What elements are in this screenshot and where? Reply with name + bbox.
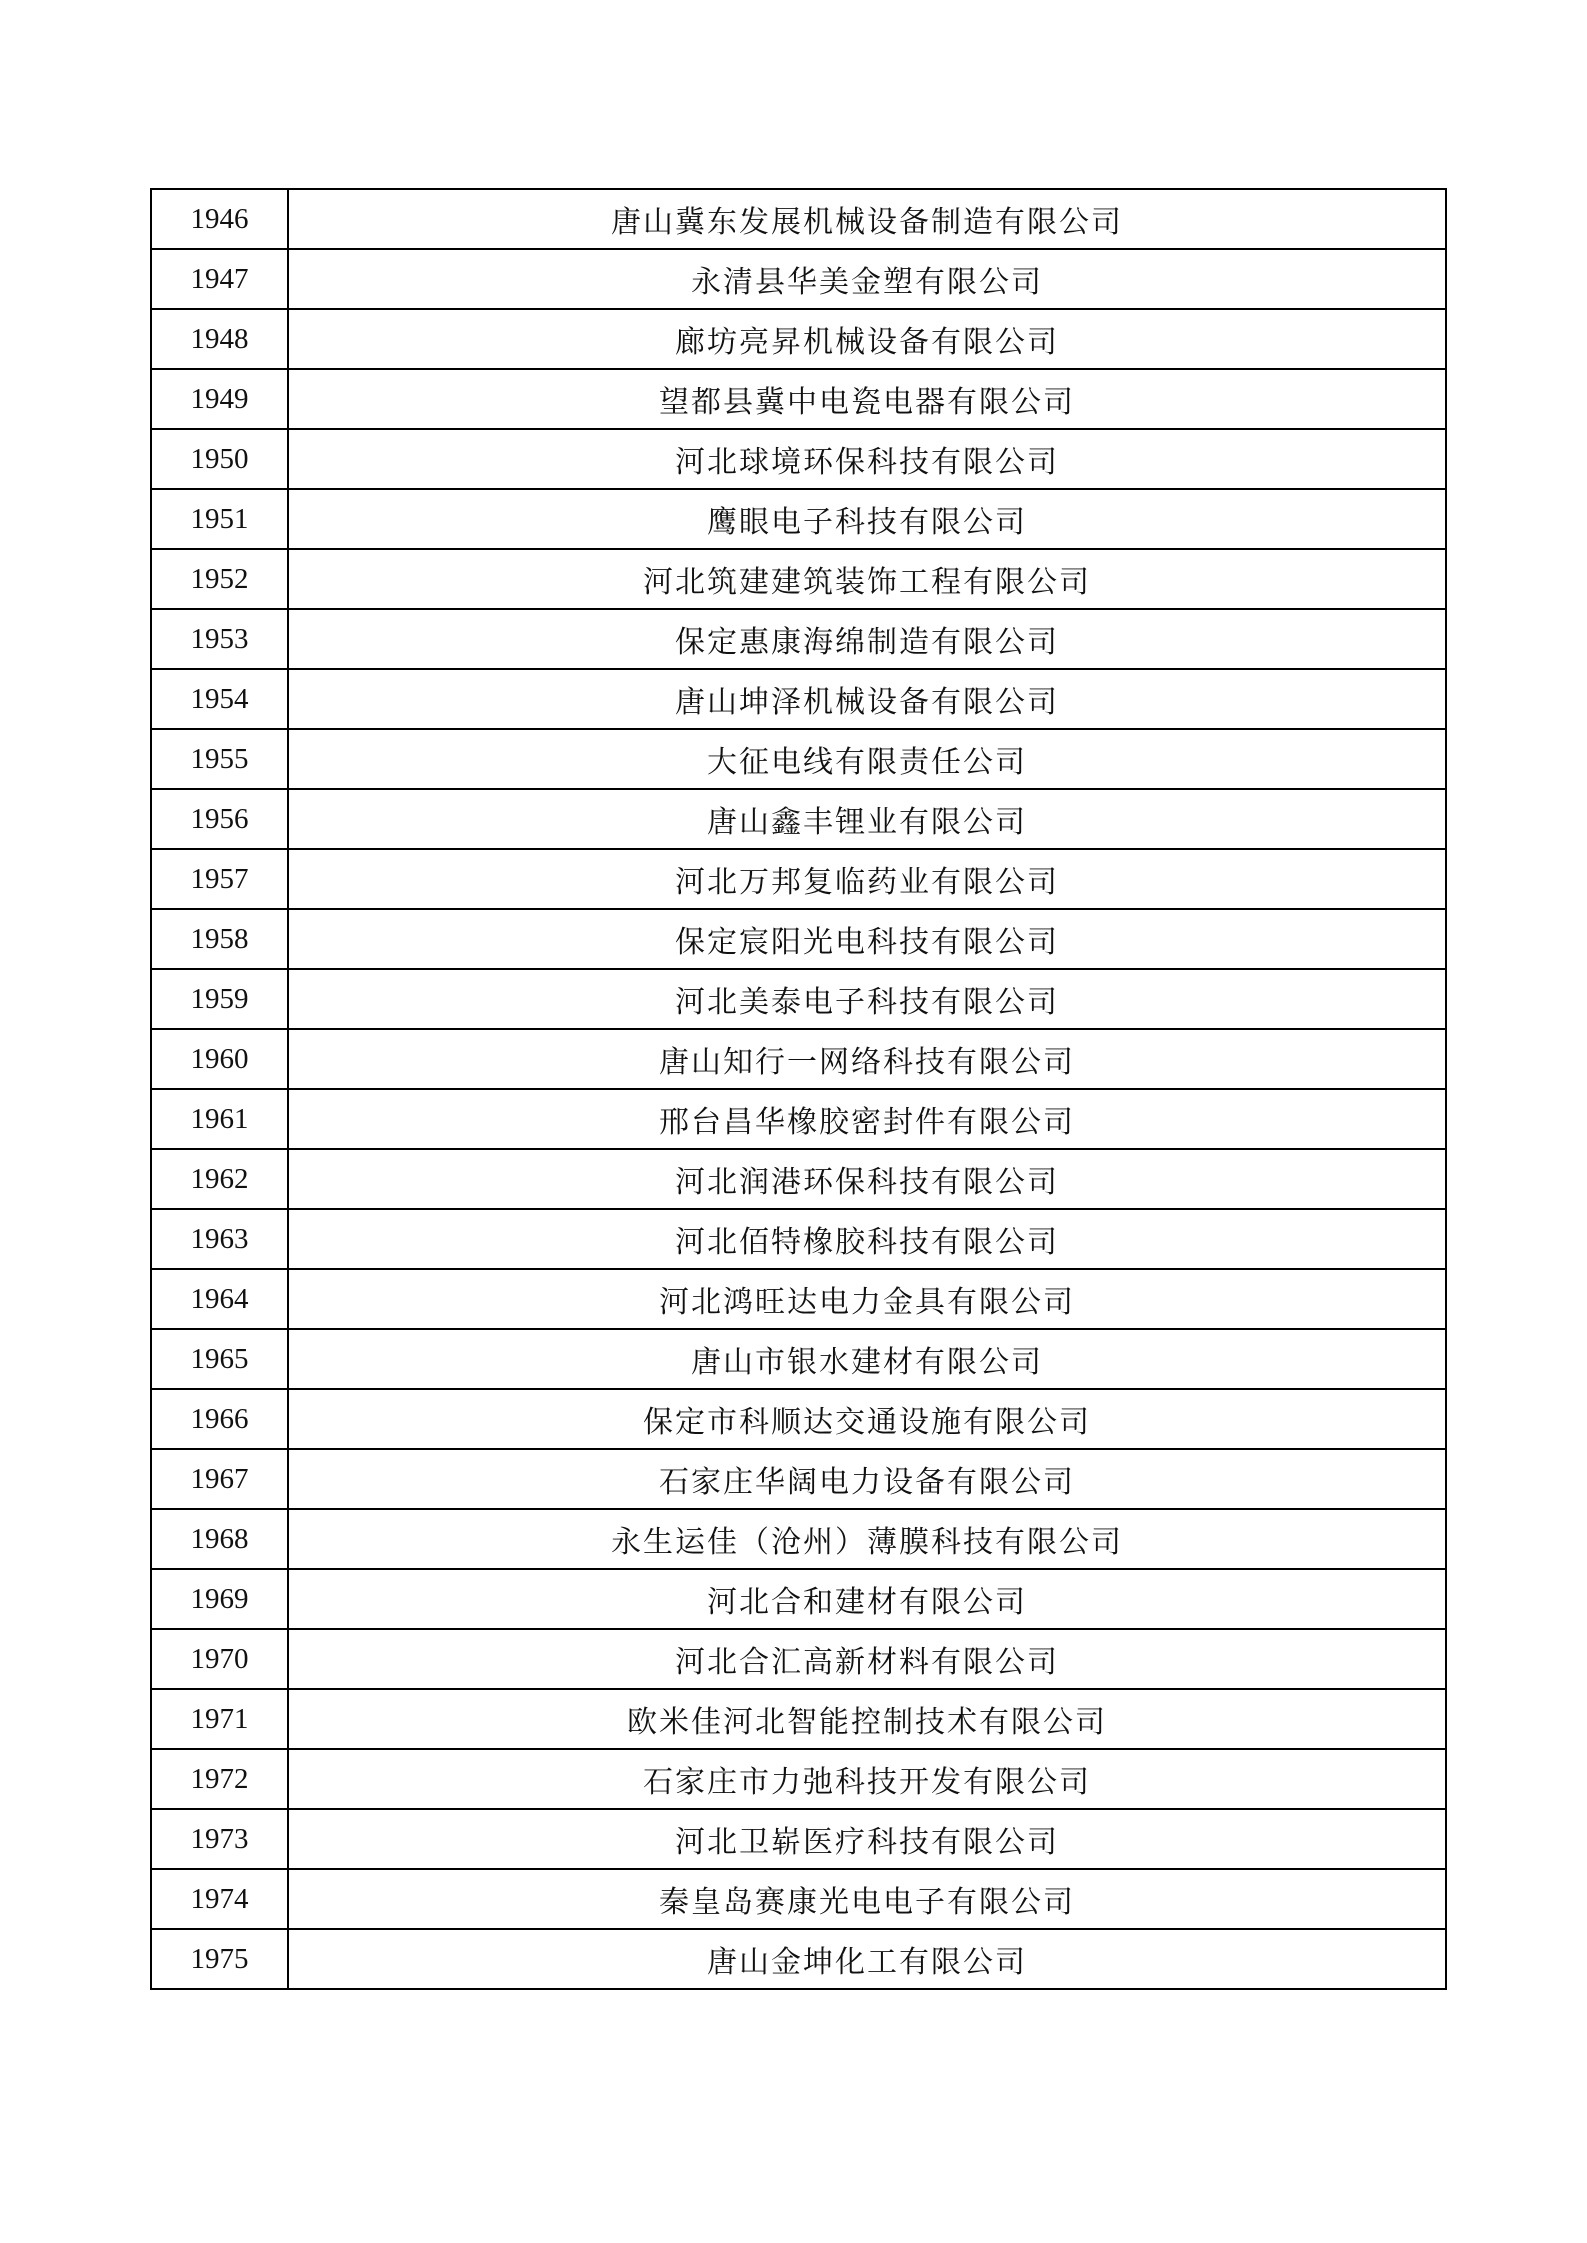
table-row — [151, 729, 1446, 789]
company-name: 保定宸阳光电科技有限公司 — [288, 909, 1446, 969]
row-number: 1970 — [151, 1629, 288, 1689]
company-name: 秦皇岛赛康光电电子有限公司 — [288, 1869, 1446, 1929]
table-row — [151, 1569, 1446, 1629]
table-row — [151, 249, 1446, 309]
row-number: 1958 — [151, 909, 288, 969]
company-name: 保定惠康海绵制造有限公司 — [288, 609, 1446, 669]
row-number: 1948 — [151, 309, 288, 369]
table-row — [151, 429, 1446, 489]
row-number: 1961 — [151, 1089, 288, 1149]
company-name: 保定市科顺达交通设施有限公司 — [288, 1389, 1446, 1449]
table-row — [151, 609, 1446, 669]
table-row — [151, 1209, 1446, 1269]
company-name: 河北合汇高新材料有限公司 — [288, 1629, 1446, 1689]
row-number: 1974 — [151, 1869, 288, 1929]
table-row — [151, 1149, 1446, 1209]
row-number: 1950 — [151, 429, 288, 489]
company-name: 永清县华美金塑有限公司 — [288, 249, 1446, 309]
table-row — [151, 1629, 1446, 1689]
table-row — [151, 309, 1446, 369]
table-row — [151, 1509, 1446, 1569]
row-number: 1955 — [151, 729, 288, 789]
row-number: 1951 — [151, 489, 288, 549]
table-row — [151, 189, 1446, 249]
table-row — [151, 1869, 1446, 1929]
company-name: 望都县冀中电瓷电器有限公司 — [288, 369, 1446, 429]
company-name: 石家庄市力弛科技开发有限公司 — [288, 1749, 1446, 1809]
company-name: 鹰眼电子科技有限公司 — [288, 489, 1446, 549]
table-row — [151, 1689, 1446, 1749]
row-number: 1969 — [151, 1569, 288, 1629]
company-name: 唐山知行一网络科技有限公司 — [288, 1029, 1446, 1089]
company-name: 河北润港环保科技有限公司 — [288, 1149, 1446, 1209]
company-name: 河北球境环保科技有限公司 — [288, 429, 1446, 489]
company-name: 河北佰特橡胶科技有限公司 — [288, 1209, 1446, 1269]
row-number: 1952 — [151, 549, 288, 609]
table-row — [151, 549, 1446, 609]
row-number: 1954 — [151, 669, 288, 729]
company-name: 大征电线有限责任公司 — [288, 729, 1446, 789]
table-row — [151, 1809, 1446, 1869]
table-row — [151, 369, 1446, 429]
table-row — [151, 1329, 1446, 1389]
row-number: 1971 — [151, 1689, 288, 1749]
table-row — [151, 489, 1446, 549]
company-name: 河北筑建建筑装饰工程有限公司 — [288, 549, 1446, 609]
table-row — [151, 1269, 1446, 1329]
row-number: 1953 — [151, 609, 288, 669]
row-number: 1960 — [151, 1029, 288, 1089]
row-number: 1962 — [151, 1149, 288, 1209]
table-row — [151, 1089, 1446, 1149]
table-row — [151, 669, 1446, 729]
row-number: 1966 — [151, 1389, 288, 1449]
company-name: 唐山鑫丰锂业有限公司 — [288, 789, 1446, 849]
company-name: 河北鸿旺达电力金具有限公司 — [288, 1269, 1446, 1329]
company-name: 唐山坤泽机械设备有限公司 — [288, 669, 1446, 729]
company-name: 唐山冀东发展机械设备制造有限公司 — [288, 189, 1446, 249]
company-name: 河北美泰电子科技有限公司 — [288, 969, 1446, 1029]
company-name: 河北合和建材有限公司 — [288, 1569, 1446, 1629]
table-row — [151, 1929, 1446, 1989]
table-row — [151, 1389, 1446, 1449]
row-number: 1949 — [151, 369, 288, 429]
company-name: 唐山市银水建材有限公司 — [288, 1329, 1446, 1389]
company-name: 唐山金坤化工有限公司 — [288, 1929, 1446, 1989]
row-number: 1946 — [151, 189, 288, 249]
row-number: 1968 — [151, 1509, 288, 1569]
row-number: 1965 — [151, 1329, 288, 1389]
table-row — [151, 909, 1446, 969]
row-number: 1956 — [151, 789, 288, 849]
row-number: 1967 — [151, 1449, 288, 1509]
company-name: 石家庄华阔电力设备有限公司 — [288, 1449, 1446, 1509]
table-row — [151, 1749, 1446, 1809]
row-number: 1963 — [151, 1209, 288, 1269]
row-number: 1973 — [151, 1809, 288, 1869]
company-name: 河北万邦复临药业有限公司 — [288, 849, 1446, 909]
company-name: 河北卫崭医疗科技有限公司 — [288, 1809, 1446, 1869]
row-number: 1964 — [151, 1269, 288, 1329]
table-body — [151, 189, 1446, 1989]
row-number: 1975 — [151, 1929, 288, 1989]
table-row — [151, 1029, 1446, 1089]
company-list-table — [150, 188, 1447, 1990]
table-row — [151, 849, 1446, 909]
table-row — [151, 969, 1446, 1029]
row-number: 1972 — [151, 1749, 288, 1809]
row-number: 1959 — [151, 969, 288, 1029]
row-number: 1947 — [151, 249, 288, 309]
company-name: 廊坊亮昇机械设备有限公司 — [288, 309, 1446, 369]
table-row — [151, 1449, 1446, 1509]
table-row — [151, 789, 1446, 849]
company-name: 邢台昌华橡胶密封件有限公司 — [288, 1089, 1446, 1149]
company-name: 欧米佳河北智能控制技术有限公司 — [288, 1689, 1446, 1749]
company-name: 永生运佳（沧州）薄膜科技有限公司 — [288, 1509, 1446, 1569]
row-number: 1957 — [151, 849, 288, 909]
